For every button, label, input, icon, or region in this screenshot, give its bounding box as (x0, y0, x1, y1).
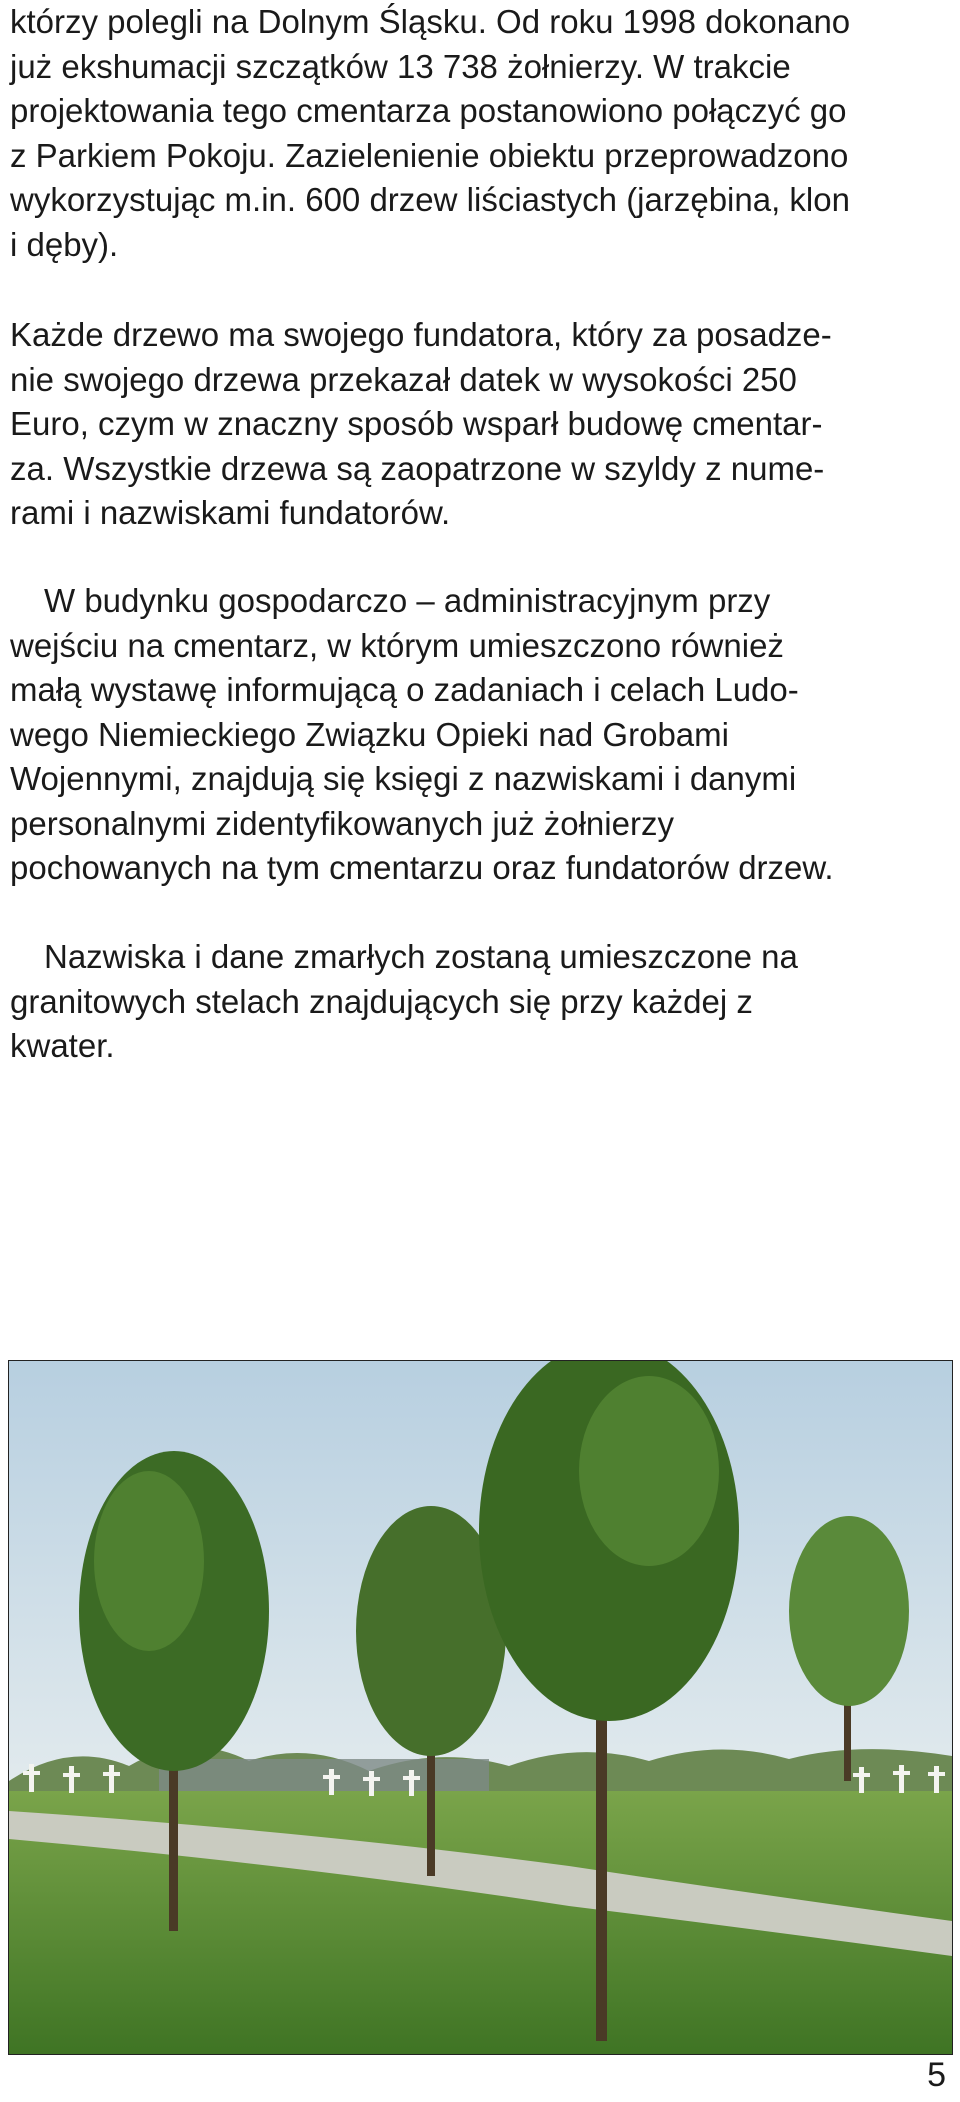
text-line: i dęby). (10, 225, 119, 263)
text-line: Wojennymi, znajdują się księgi z nazwiskami i danymi (10, 760, 797, 797)
text-line: z Parkiem Pokoju. Zazielenienie obiektu przeprowadzono (10, 136, 849, 174)
text-line: personalnymi zidentyfikowanych już żołnierzy (10, 804, 674, 842)
text-line: pochowanych na tym cmentarzu oraz fundatorów drzew. (10, 849, 834, 886)
text-line: już ekshumacji szczątków 13 738 żołnierzy. W trakcie (10, 47, 791, 85)
text-line: wykorzystując m.in. 600 drzew liściastych (jarzębina, klon (10, 181, 850, 218)
text-line: wejściu na cmentarz, w którym umieszczono również (10, 626, 784, 664)
text-line: wego Niemieckiego Związku Opieki nad Grobami (10, 715, 729, 753)
text-line: projektowania tego cmentarza postanowiono połączyć go (10, 92, 847, 129)
text-line: rami i nazwiskami fundatorów. (10, 494, 451, 531)
cemetery-park-photo (8, 1360, 953, 2055)
text-line: Euro, czym w znaczny sposób wsparł budowę cmentar- (10, 405, 823, 442)
page-number: 5 (927, 2056, 946, 2094)
paragraph-cemetery-history (10, 0, 954, 267)
text-line: kwater. (10, 1027, 115, 1064)
text-line: małą wystawę informującą o zadaniach i celach Ludo- (10, 671, 799, 708)
paragraph-tree-founders (10, 313, 954, 536)
paragraph-admin-building (10, 579, 954, 891)
text-line: W budynku gospodarczo – administracyjnym przy (44, 582, 771, 619)
text-line: którzy polegli na Dolnym Śląsku. Od roku 1998 dokonano (10, 3, 851, 40)
text-line: za. Wszystkie drzewa są zaopatrzone w szyldy z nume- (10, 449, 825, 487)
text-line: Nazwiska i dane zmarłych zostaną umieszczone na (44, 938, 798, 975)
cemetery-park-illustration (9, 1361, 952, 2054)
paragraph-granite-steles (10, 935, 954, 1069)
text-line: nie swojego drzewa przekazał datek w wysokości 250 (10, 360, 797, 398)
text-line: Każde drzewo ma swojego fundatora, który za posadze- (10, 316, 832, 353)
text-line: granitowych stelach znajdujących się przy każdej z (10, 982, 753, 1020)
